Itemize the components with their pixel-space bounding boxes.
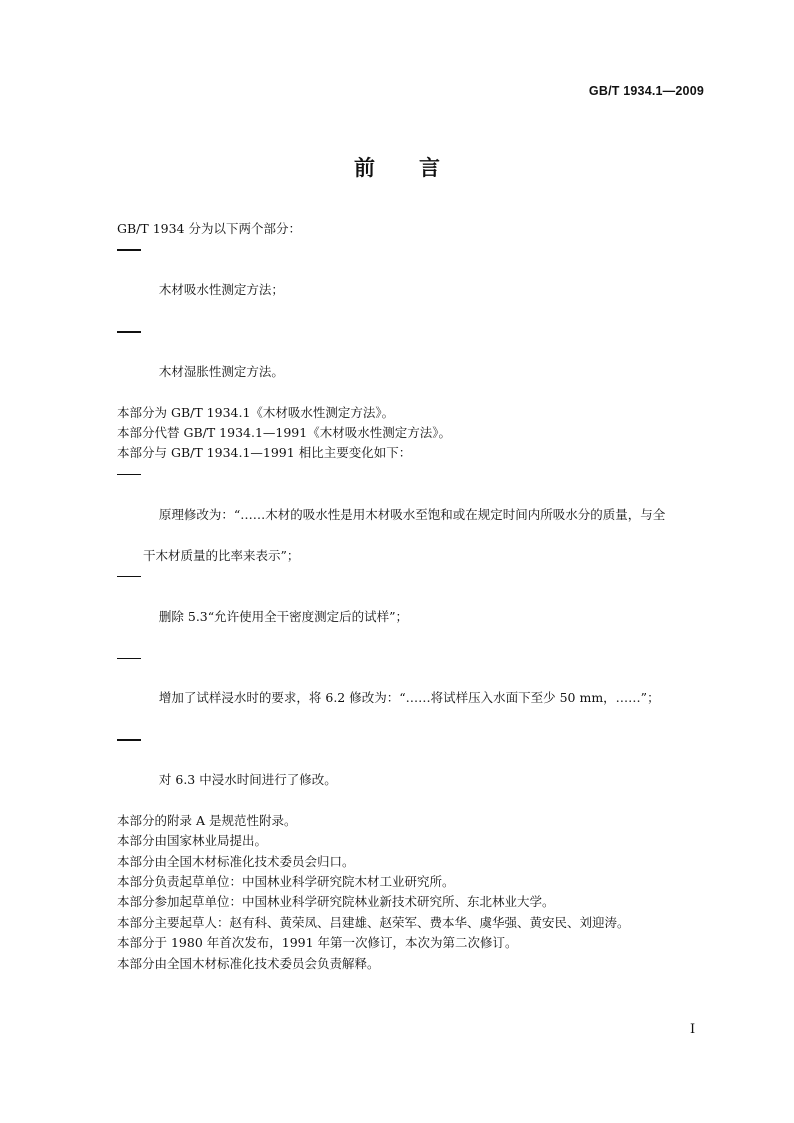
change-item-text: 对 6.3 中浸水时间进行了修改。 [158, 771, 337, 787]
em-dash-marker [117, 658, 141, 660]
part-item [117, 239, 707, 321]
closing-line: 本部分由国家林业局提出。 [117, 833, 268, 849]
closing-line: 本部分主要起草人：赵有科、黄荣凤、吕建雄、赵荣军、费本华、虞华强、黄安民、刘迎涛。 [117, 914, 630, 930]
closing-line: 本部分于 1980 年首次发布，1991 年第一次修订，本次为第二次修订。 [117, 935, 518, 951]
change-item [117, 566, 707, 648]
foreword-body [117, 219, 707, 974]
closing-line: 本部分的附录 A 是规范性附录。 [117, 812, 297, 828]
statement-line: 本部分为 GB/T 1934.1《木材吸水性测定方法》。 [117, 404, 395, 420]
change-item-text: 删除 5.3“允许使用全干密度测定后的试样”； [158, 608, 409, 624]
em-dash-marker [117, 739, 141, 741]
page-number: I [690, 1022, 696, 1037]
change-item-continuation: 干木材质量的比率来表示”； [143, 547, 300, 563]
em-dash-marker [117, 331, 141, 333]
change-item-text: 增加了试样浸水时的要求，将 6.2 修改为：“……将试样压入水面下至少 50 mm，……”； [158, 690, 660, 706]
part-item [117, 321, 707, 403]
em-dash-marker [117, 249, 141, 251]
closing-line: 本部分由全国木材标准化技术委员会负责解释。 [117, 955, 380, 971]
closing-line: 本部分由全国木材标准化技术委员会归口。 [117, 853, 355, 869]
em-dash-marker [117, 474, 141, 476]
part-item-text: 木材湿胀性测定方法。 [158, 363, 284, 379]
statement-line: 本部分代替 GB/T 1934.1—1991《木材吸水性测定方法》。 [117, 425, 451, 441]
page-title: 前言 [354, 156, 484, 180]
standard-code: GB/T 1934.1—2009 [588, 84, 704, 98]
closing-line: 本部分负责起草单位：中国林业科学研究院木材工业研究所。 [117, 874, 455, 889]
change-item [117, 648, 707, 730]
change-item [117, 729, 707, 811]
statement-line: 本部分与 GB/T 1934.1—1991 相比主要变化如下： [117, 445, 412, 461]
change-item [117, 464, 707, 546]
part-item-text: 木材吸水性测定方法； [158, 282, 284, 298]
closing-line: 本部分参加起草单位：中国林业科学研究院林业新技术研究所、东北林业大学。 [117, 894, 555, 910]
em-dash-marker [117, 576, 141, 578]
change-item-text: 原理修改为：“……木材的吸水性是用木材吸水至饱和或在规定时间内所吸水分的质量，与全 [158, 506, 666, 522]
intro-line: GB/T 1934 分为以下两个部分： [117, 221, 301, 236]
